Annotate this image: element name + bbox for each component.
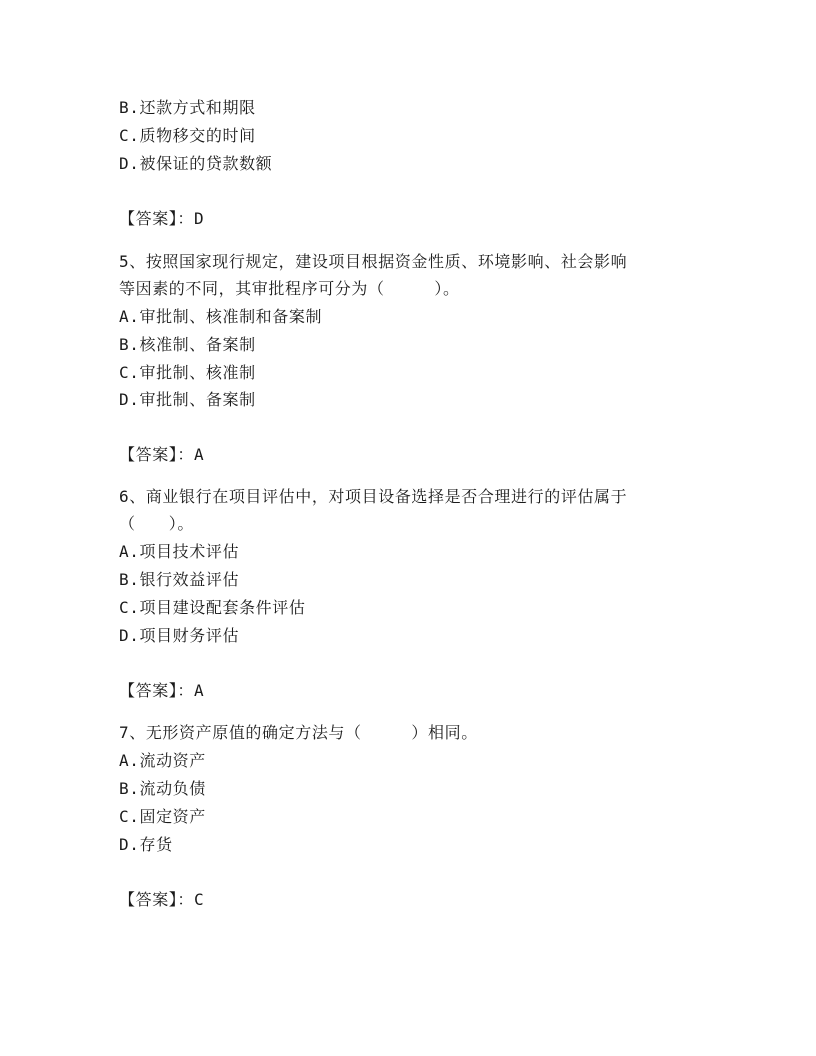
option-b: B.还款方式和期限 [119,98,256,117]
option-a: A.项目技术评估 [119,542,240,561]
option-b: B.银行效益评估 [119,570,240,589]
option-d: D.被保证的贷款数额 [119,154,273,173]
option-a: A.审批制、核准制和备案制 [119,307,323,326]
answer-line: 【答案】：C [119,890,205,909]
option-d: D.项目财务评估 [119,626,240,645]
question-stem: 6、商业银行在项目评估中，对项目设备选择是否合理进行的评估属于 [119,487,628,506]
question-stem: 等因素的不同，其审批程序可分为（ ）。 [119,279,460,298]
question-stem: （ ）。 [119,514,195,533]
answer-line: 【答案】：A [119,681,205,700]
option-c: C.项目建设配套条件评估 [119,598,306,617]
question-stem: 5、按照国家现行规定，建设项目根据资金性质、环境影响、社会影响 [119,252,628,271]
option-c: C.审批制、核准制 [119,363,256,382]
option-b: B.流动负债 [119,779,206,798]
answer-line: 【答案】：A [119,445,205,464]
answer-line: 【答案】：D [119,209,205,228]
option-a: A.流动资产 [119,751,206,770]
question-stem: 7、无形资产原值的确定方法与（ ）相同。 [119,723,478,742]
option-c: C.质物移交的时间 [119,126,256,145]
option-d: D.审批制、备案制 [119,390,256,409]
option-c: C.固定资产 [119,807,206,826]
option-d: D.存货 [119,835,173,854]
option-b: B.核准制、备案制 [119,335,256,354]
